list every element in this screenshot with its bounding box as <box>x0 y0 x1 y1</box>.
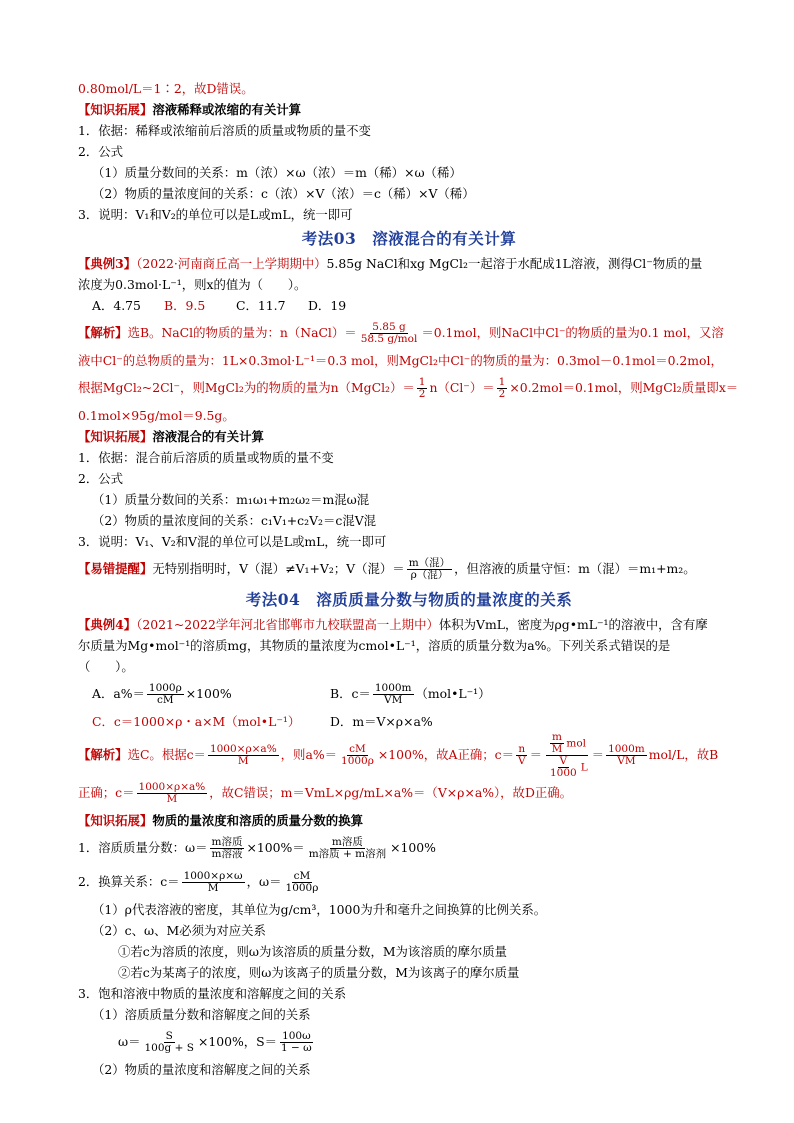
ext1-line-4: （2）物质的量浓度间的关系：c（浓）×V（浓）＝c（稀）×V（稀） <box>92 186 475 201</box>
ex4-answer-fraction-nv: $\frac{n}{V}$ <box>517 743 526 768</box>
ex4-option-b-fraction: $\frac{1000m}{VM}$ <box>374 681 412 706</box>
ext3-line-10: （2）物质的量浓度和溶解度之间的关系 <box>92 1062 311 1077</box>
ex4-question-line-1: 【典例4】（2021~2022学年河北省邯郸市九校联盟高一上期中）体积为VmL，密度为ρg•mL⁻¹的溶液中，含有摩 <box>78 617 708 632</box>
section-heading-04: 考法04 溶质质量分数与物质的量浓度的关系 <box>245 590 573 609</box>
ext3-line-7: 3．饱和溶液中物质的量浓度和溶解度之间的关系 <box>78 986 347 1001</box>
ext3-fraction-6: $\frac{100\omega}{1 - \omega}$ <box>281 1029 312 1054</box>
ext2-line-5: 3．说明：V₁、V₂和V混的单位可以是L或mL，统一即可 <box>78 534 387 549</box>
ext3-line-1: 1．溶质质量分数：ω＝ $\frac{\text{m溶质}}{\text{m溶液}}$ ×100%＝ $\frac{\text{m溶质}}{\text{m溶质 + m溶剂}}$ ×100% <box>78 835 436 860</box>
ex3-question-line-1: 【典例3】（2022·河南商丘高一上学期期中）5.85g NaCl和xg MgCl₂一起溶于水配成1L溶液，测得Cl⁻物质的量 <box>78 256 703 271</box>
ex3-fraction-half-2: $\frac{1}{2}$ <box>498 375 506 400</box>
ex4-option-d: D．m＝V×ρ×a% <box>330 714 433 729</box>
ex3-options <box>78 295 740 316</box>
ex3-answer-line-3: 根据MgCl₂~2Cl⁻，则MgCl₂为的物质的量为n（MgCl₂）＝ $\frac{1}{2}$ n（Cl⁻）＝ $\frac{1}{2}$ ×0.2mol＝0.1mol，则MgCl₂质量即x＝ <box>78 375 739 400</box>
ex4-answer-fraction-compound <box>544 732 590 779</box>
ext3-fraction-5: $\frac{S}{100g + S}$ <box>144 1029 194 1054</box>
ex4-question-line-3: （ ）。 <box>78 659 134 674</box>
ext3-line-6: ②若c为某离子的浓度，则ω为该离子的质量分数，M为该离子的摩尔质量 <box>118 965 520 980</box>
document-page <box>78 78 740 1080</box>
ex3-answer-line-1: 【解析】选B。NaCl的物质的量为：n（NaCl）＝ $\frac{5.85 g}{\text{58.5 g/mol}}$ ＝0.1mol，则NaCl中Cl⁻的物质的量为0.1 mol，又溶 <box>78 320 724 345</box>
ex4-answer-fraction-2: $\frac{cM}{1000\rho}$ <box>341 743 374 768</box>
section-heading-03: 考法03 溶液混合的有关计算 <box>301 229 517 248</box>
compound-denominator: $\frac{V}{1000}$ L <box>549 755 588 780</box>
ext3-title-line: 【知识拓展】物质的量浓度和溶质的质量分数的换算 <box>78 813 363 828</box>
ex4-answer-fraction-1: $\frac{1000\times\rho\times a\%}{M}$ <box>209 743 277 768</box>
tip-line: 【易错提醒】无特别指明时，V（混）≠V₁+V₂；V（混）＝ $\frac{\text{m（混）}}{\text{ρ（混）}}$ ，但溶液的质量守恒：m（混）＝m₁+m₂。 <box>78 556 696 581</box>
ext2-line-2: 2．公式 <box>78 471 124 486</box>
ext1-title-line: 【知识拓展】溶液稀释或浓缩的有关计算 <box>78 102 302 117</box>
ex4-option-c: C．c＝1000×ρ・a×M（mol•L⁻¹） <box>92 714 301 729</box>
ext3-fraction-1: $\frac{\text{m溶质}}{\text{m溶液}}$ <box>211 835 243 860</box>
compound-inner-bottom: $\frac{V}{1000}$ <box>549 755 577 780</box>
ext1-line-5: 3．说明：V₁和V₂的单位可以是L或mL，统一即可 <box>78 207 353 222</box>
ex3-option-a: A．4.75 <box>92 298 141 313</box>
ext2-line-3: （1）质量分数间的关系：m₁ω₁+m₂ω₂＝m混ω混 <box>92 492 370 507</box>
ex4-answer-fraction-3: $\frac{1000m}{VM}$ <box>608 743 645 768</box>
ex3-option-c: C．11.7 <box>236 298 286 313</box>
ext2-title-line: 【知识拓展】溶液混合的有关计算 <box>78 429 264 444</box>
ex4-options-ab <box>78 677 740 711</box>
ex3-answer-line-4: 0.1mol×95g/mol＝9.5g。 <box>78 408 235 423</box>
ext3-line-8: （1）溶质质量分数和溶解度之间的关系 <box>92 1007 311 1022</box>
ext3-fraction-2: $\frac{\text{m溶质}}{\text{m溶质 + m溶剂}}$ <box>308 835 387 860</box>
ex3-answer-line-2: 液中Cl⁻的总物质的量为：1L×0.3mol·L⁻¹＝0.3 mol，则MgCl₂中Cl⁻的物质的量为：0.3mol－0.1mol＝0.2mol， <box>78 353 723 368</box>
ext2-line-4: （2）物质的量浓度间的关系：c₁V₁+c₂V₂＝c混V混 <box>92 513 377 528</box>
ex4-option-a: A．a%＝ $\frac{1000\rho}{cM}$ ×100% <box>92 681 232 706</box>
ext3-fraction-3: $\frac{1000\times\rho\times\omega}{M}$ <box>183 869 243 894</box>
ext3-line-9: ω＝ $\frac{S}{100g + S}$ ×100%，S＝ $\frac{100\omega}{1 - \omega}$ <box>118 1029 312 1054</box>
ex4-answer-line-2: 正确；c＝ $\frac{1000\times\rho\times a\%}{M}$ ，故C错误；m＝VmL×ρg/mL×a%＝（V×ρ×a%），故D正确。 <box>78 780 573 805</box>
top-line: 0.80mol/L＝1∶2，故D错误。 <box>78 81 254 96</box>
ext3-line-4: （2）c、ω、M必须为对应关系 <box>92 923 266 938</box>
tip-fraction: $\frac{\text{m（混）}}{\text{ρ（混）}}$ <box>408 556 451 581</box>
ex3-fraction-half-1: $\frac{1}{2}$ <box>418 375 426 400</box>
ex4-question-line-2: 尔质量为Mg•mol⁻¹的溶质mg，其物质的量浓度为cmol•L⁻¹，溶质的质量分数为a%。下列关系式错误的是 <box>78 638 671 653</box>
ex4-option-a-fraction: $\frac{1000\rho}{cM}$ <box>148 681 182 706</box>
ext3-line-5: ①若c为溶质的浓度，则ω为该溶质的质量分数，M为该溶质的摩尔质量 <box>118 944 508 959</box>
ex4-answer-fraction-4: $\frac{1000\times\rho\times a\%}{M}$ <box>138 780 206 805</box>
compound-inner-top: $\frac{m}{M}$ <box>551 731 563 756</box>
ext2-line-1: 1．依据：混合前后溶质的质量或物质的量不变 <box>78 450 334 465</box>
ex4-options-cd <box>78 711 740 732</box>
ex4-answer-line-1: 【解析】选C。根据c＝ $\frac{1000\times\rho\times a\%}{M}$ ，则a%＝ $\frac{cM}{1000\rho}$ ×100%，故A正确；c＝ $\frac{n}{V}$ ＝ $\frac{m}{M}$ mol $\frac{V}{1000}$ L ＝ $\frac{1000m}{VM}$ mol/L，故B <box>78 731 719 780</box>
compound-numerator: $\frac{m}{M}$ mol <box>546 732 588 756</box>
ext1-line-2: 2．公式 <box>78 144 124 159</box>
ex3-fraction-nacl: $\frac{5.85 g}{\text{58.5 g/mol}}$ <box>360 320 418 345</box>
ext3-line-3: （1）ρ代表溶液的密度，其单位为g/cm³，1000为升和毫升之间换算的比例关系。 <box>92 902 547 917</box>
ext1-line-3: （1）质量分数间的关系：m（浓）×ω（浓）＝m（稀）×ω（稀） <box>92 165 462 180</box>
ex3-option-b: B．9.5 <box>164 298 206 313</box>
ext3-fraction-4: $\frac{cM}{1000\rho}$ <box>285 869 319 894</box>
ex4-option-b: B．c＝ $\frac{1000m}{VM}$ （mol•L⁻¹） <box>330 681 491 706</box>
ex3-question-line-2: 浓度为0.3mol·L⁻¹，则x的值为（ ）。 <box>78 277 307 292</box>
ex3-option-d: D．19 <box>308 298 347 313</box>
ext3-line-2: 2．换算关系：c＝ $\frac{1000\times\rho\times\omega}{M}$ ，ω＝ $\frac{cM}{1000\rho}$ <box>78 869 319 894</box>
ext1-line-1: 1．依据：稀释或浓缩前后溶质的质量或物质的量不变 <box>78 123 371 138</box>
